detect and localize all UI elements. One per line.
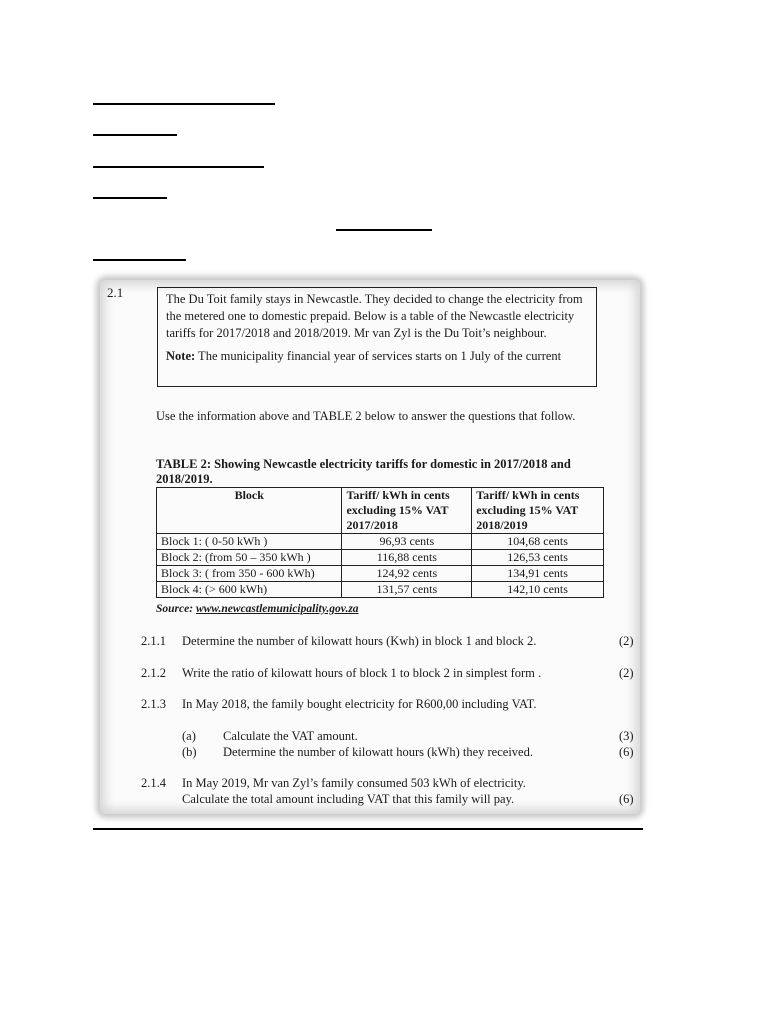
question-number: 2.1.2 <box>141 666 166 680</box>
header-tariff-2018: Tariff/ kWh in cents excluding 15% VAT 2018/2019 <box>472 488 604 534</box>
note <box>166 348 589 365</box>
table-row <box>157 566 604 582</box>
question-text: Calculate the VAT amount. <box>223 729 358 743</box>
scanned-question-image <box>100 280 640 814</box>
intro-box <box>157 287 597 387</box>
source-link[interactable]: www.newcastlemunicipality.gov.za <box>195 603 359 615</box>
table-row <box>157 534 604 550</box>
question-number: 2.1.1 <box>141 634 166 648</box>
question-2-1-4 <box>141 775 641 792</box>
question-number: 2.1.3 <box>141 697 166 711</box>
question-marks: (2) <box>619 666 634 680</box>
header-block: Block <box>157 488 342 534</box>
question-2-1-1 <box>141 633 641 650</box>
question-number: 2.1.4 <box>141 776 166 790</box>
block-cell: Block 2: (from 50 – 350 kWh ) <box>157 550 342 566</box>
table-row <box>157 550 604 566</box>
subquestion-letter: (b) <box>182 745 197 759</box>
question-text: Determine the number of kilowatt hours (Kwh) in block 1 and block 2. <box>182 634 537 648</box>
blank-line-2 <box>93 134 177 136</box>
intro-paragraph: The Du Toit family stays in Newcastle. They decided to change the electricity from the metered one to domestic prepaid. Below is a table of the Newcastle electricity tariffs for 2017/2018 and 2018/2019. Mr van Zyl is the Du Toit’s neighbour. <box>166 292 583 340</box>
question-2-1-3 <box>141 696 641 713</box>
question-text: Determine the number of kilowatt hours (kWh) they received. <box>223 745 533 759</box>
question-2-1-3-a <box>141 728 641 745</box>
tariff-table <box>156 487 604 598</box>
note-text: The municipality financial year of services starts on 1 July of the current <box>195 349 562 363</box>
bottom-rule <box>93 828 643 830</box>
blank-line-3 <box>93 166 264 168</box>
blank-line-1 <box>93 103 275 105</box>
source-label: Source: <box>156 603 196 615</box>
tariff-cell: 124,92 cents <box>342 566 472 582</box>
tariff-cell: 131,57 cents <box>342 582 472 598</box>
question-marks: (3) <box>619 729 634 743</box>
table-source <box>156 603 359 615</box>
tariff-cell: 126,53 cents <box>472 550 604 566</box>
question-2-1-4-continued <box>141 791 641 808</box>
tariff-cell: 142,10 cents <box>472 582 604 598</box>
tariff-cell: 134,91 cents <box>472 566 604 582</box>
question-text: In May 2018, the family bought electricity for R600,00 including VAT. <box>182 697 537 711</box>
question-text-line-1: In May 2019, Mr van Zyl’s family consumed 503 kWh of electricity. <box>182 776 526 790</box>
blank-line-6 <box>93 259 186 261</box>
table-row <box>157 582 604 598</box>
blank-line-5 <box>336 229 432 231</box>
question-text: Write the ratio of kilowatt hours of block 1 to block 2 in simplest form . <box>182 666 542 680</box>
block-cell: Block 3: ( from 350 - 600 kWh) <box>157 566 342 582</box>
tariff-cell: 116,88 cents <box>342 550 472 566</box>
question-2-1-2 <box>141 665 641 682</box>
block-cell: Block 4: (> 600 kWh) <box>157 582 342 598</box>
instruction-text: Use the information above and TABLE 2 below to answer the questions that follow. <box>156 409 576 423</box>
blank-line-4 <box>93 197 167 199</box>
question-marks: (6) <box>619 745 634 759</box>
subquestion-letter: (a) <box>182 729 196 743</box>
block-cell: Block 1: ( 0-50 kWh ) <box>157 534 342 550</box>
tariff-cell: 104,68 cents <box>472 534 604 550</box>
header-tariff-2017: Tariff/ kWh in cents excluding 15% VAT 2017/2018 <box>342 488 472 534</box>
table-caption: TABLE 2: Showing Newcastle electricity tariffs for domestic in 2017/2018 and 2018/2019. <box>156 457 571 486</box>
question-text-line-2: Calculate the total amount including VAT that this family will pay. <box>182 792 515 806</box>
table-header-row <box>157 488 604 534</box>
tariff-cell: 96,93 cents <box>342 534 472 550</box>
question-marks: (6) <box>619 792 634 806</box>
note-label: Note: <box>166 349 196 363</box>
question-2-1-3-b <box>141 744 641 761</box>
question-number: 2.1 <box>107 285 124 300</box>
question-marks: (2) <box>619 634 634 648</box>
